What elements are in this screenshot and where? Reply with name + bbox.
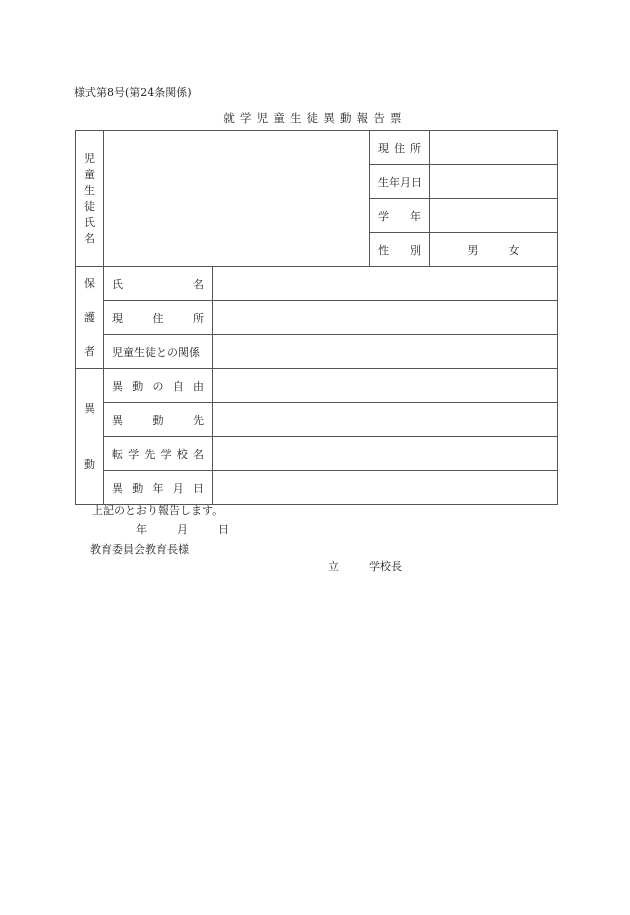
date-day: 日 <box>218 523 229 536</box>
report-date[interactable] <box>136 521 229 537</box>
closing-statement: 上記のとおり報告します。 <box>92 504 224 517</box>
form-title: 就学児童生徒異動報告票 <box>223 111 407 125</box>
date-month: 月 <box>177 523 188 536</box>
grade-field[interactable] <box>430 199 558 233</box>
guardian-label: 保 護 者 <box>76 267 104 369</box>
transfer-destination-label: 異 動 先 <box>104 403 213 437</box>
guardian-address-field[interactable] <box>213 301 558 335</box>
sex-field[interactable] <box>430 233 558 267</box>
transfer-reason-field[interactable] <box>213 369 558 403</box>
student-address-field[interactable] <box>430 131 558 165</box>
guardian-address-label: 現 住 所 <box>104 301 213 335</box>
transfer-date-label: 異 動 年 月 日 <box>104 471 213 505</box>
guardian-name-label: 氏 名 <box>104 267 213 301</box>
transfer-date-field[interactable] <box>213 471 558 505</box>
report-table <box>75 130 558 505</box>
gender-option-male[interactable]: 男 <box>467 243 479 257</box>
new-school-field[interactable] <box>213 437 558 471</box>
school-principal: 学校長 <box>369 560 402 573</box>
student-name-field[interactable] <box>104 131 370 267</box>
gender-option-female[interactable]: 女 <box>508 243 520 257</box>
birthdate-field[interactable] <box>430 165 558 199</box>
transfer-reason-label: 異 動 の 自 由 <box>104 369 213 403</box>
addressee: 教育委員会教育長様 <box>90 543 189 556</box>
school-signature[interactable] <box>328 558 402 574</box>
new-school-label: 転 学 先 学 校 名 <box>104 437 213 471</box>
guardian-name-field[interactable] <box>213 267 558 301</box>
transfer-label: 異 動 <box>76 369 104 505</box>
relationship-label: 児童生徒との関係 <box>104 335 213 369</box>
form-number: 様式第8号(第24条関係) <box>74 86 192 99</box>
grade-label: 学 年 <box>370 199 430 233</box>
sex-label: 性 別 <box>370 233 430 267</box>
school-type: 立 <box>328 560 339 573</box>
transfer-destination-field[interactable] <box>213 403 558 437</box>
date-year: 年 <box>136 523 147 536</box>
relationship-field[interactable] <box>213 335 558 369</box>
birthdate-label: 生 年 月 日 <box>370 165 430 199</box>
student-name-label: 児 童 生 徒 氏 名 <box>76 131 104 267</box>
student-address-label: 現 住 所 <box>370 131 430 165</box>
